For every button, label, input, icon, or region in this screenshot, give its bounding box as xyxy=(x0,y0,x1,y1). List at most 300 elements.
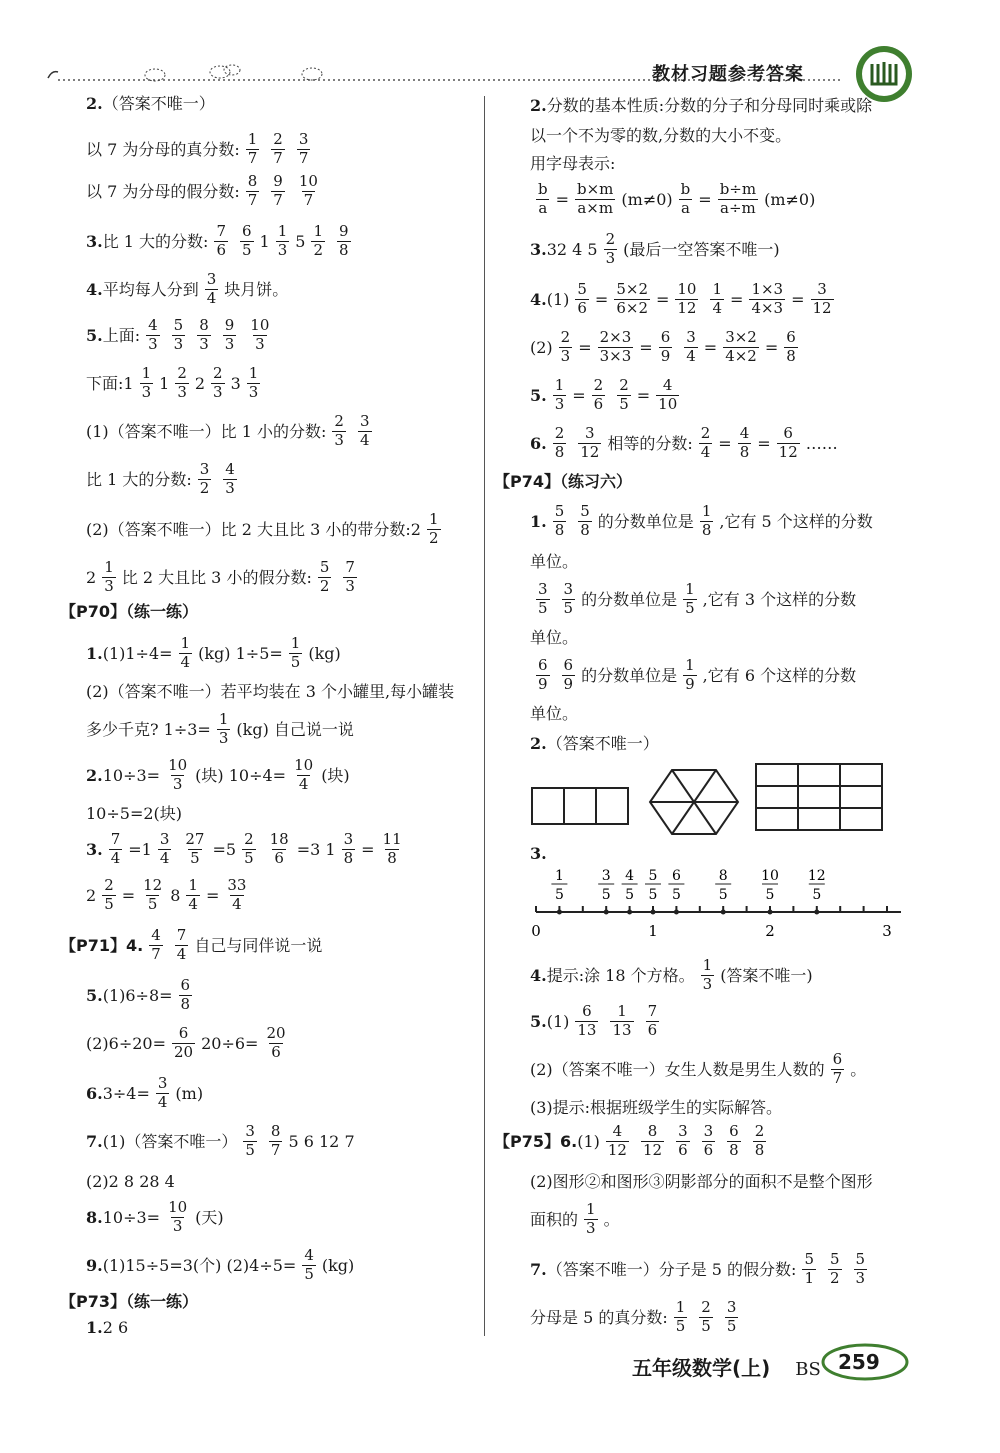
numerator: 6 xyxy=(563,656,574,674)
denominator: a×m xyxy=(577,198,614,217)
fraction xyxy=(342,832,356,867)
answer-text: 平均每人分到 xyxy=(102,279,199,299)
number-line-point-dot xyxy=(768,910,773,915)
denominator: 5 xyxy=(104,894,114,913)
answer-text: (3)提示:根据班级学生的实际解答。 xyxy=(530,1098,783,1117)
answer-text: = xyxy=(730,289,744,309)
numerator: 1 xyxy=(188,876,198,894)
answer-line xyxy=(86,132,316,167)
answer-line xyxy=(86,512,447,547)
answer-text: 32 4 5 xyxy=(546,239,598,259)
denominator: 8 xyxy=(554,442,565,461)
answer-text: (1)（答案不唯一）比 1 小的分数: xyxy=(86,421,327,441)
numerator: 6 xyxy=(538,656,548,674)
answer-text: (1)（答案不唯一） xyxy=(102,1131,238,1151)
answer-text: 10÷3= xyxy=(102,1207,161,1227)
denominator: 4 xyxy=(180,652,191,671)
fraction xyxy=(172,318,186,353)
answer-text: 5 6 12 7 xyxy=(288,1131,355,1151)
denominator: a xyxy=(681,198,690,217)
answer-line xyxy=(86,712,354,747)
denominator: 5 xyxy=(242,240,252,259)
numerator: 10 xyxy=(168,756,188,774)
numerator: 3×2 xyxy=(725,328,757,346)
denominator: 2 xyxy=(830,1268,840,1287)
fraction xyxy=(198,462,212,497)
answer-text: = xyxy=(594,289,609,309)
answer-text: 2. xyxy=(86,765,103,785)
denominator: 3 xyxy=(199,334,209,353)
answer-text: 2. xyxy=(530,734,547,753)
fraction xyxy=(553,378,567,413)
answer-text: 多少千克? 1÷3= xyxy=(86,719,211,739)
answer-text: 分数的基本性质:分数的分子和分母同时乘或除 xyxy=(546,96,873,115)
numerator: 1 xyxy=(586,1200,596,1218)
numerator: 12 xyxy=(143,876,163,894)
answer-line xyxy=(86,1172,175,1191)
fraction xyxy=(610,1004,633,1039)
numerator: 3 xyxy=(359,412,370,430)
denominator: 2 xyxy=(199,478,210,497)
fraction xyxy=(725,1300,739,1335)
answer-text: 20÷6= xyxy=(201,1033,259,1053)
number-line-point-dot xyxy=(627,910,632,915)
answer-line xyxy=(86,174,326,209)
answer-text: 1. xyxy=(530,511,547,531)
fraction xyxy=(811,282,834,317)
numerator: 1 xyxy=(141,364,152,382)
fraction xyxy=(831,1052,845,1087)
answer-line xyxy=(86,414,378,449)
denominator: 3 xyxy=(225,478,235,497)
fraction xyxy=(562,658,576,693)
numerator: 1 xyxy=(428,510,439,528)
numerator: 3 xyxy=(678,1122,688,1140)
answer-line xyxy=(530,734,659,753)
fraction xyxy=(749,282,785,317)
numerator: 1 xyxy=(290,634,301,652)
answer-line xyxy=(60,928,322,963)
footer-book-title xyxy=(632,1352,821,1381)
number-line-point-dot xyxy=(557,910,562,915)
numerator: 1 xyxy=(701,502,712,520)
denominator: 3 xyxy=(277,240,288,259)
answer-text: 面积的 xyxy=(530,1209,579,1229)
fraction xyxy=(214,224,228,259)
denominator: a÷m xyxy=(720,198,756,217)
denominator: 13 xyxy=(612,1020,632,1039)
answer-line xyxy=(86,878,254,913)
answer-text: 5. xyxy=(86,985,103,1005)
denominator: 7 xyxy=(247,148,258,167)
fraction xyxy=(536,658,550,693)
number-line-point-numerator: 10 xyxy=(761,868,779,884)
fraction xyxy=(584,1202,598,1237)
answer-text: 5. xyxy=(530,1011,547,1031)
answer-line xyxy=(86,1248,354,1283)
numerator: 3 xyxy=(703,1122,714,1140)
answer-text: = xyxy=(555,189,570,209)
denominator: 4 xyxy=(110,848,121,867)
numerator: 27 xyxy=(185,830,205,848)
fraction xyxy=(784,330,798,365)
denominator: 20 xyxy=(174,1042,194,1061)
answer-text: ,它有 3 个这样的分数 xyxy=(702,589,857,609)
fraction xyxy=(683,658,697,693)
numerator: 5 xyxy=(804,1250,814,1268)
section-heading: 【P70】（练一练） xyxy=(60,602,198,621)
denominator: 13 xyxy=(577,1020,597,1039)
answer-text: 1 xyxy=(159,373,170,393)
answer-line xyxy=(530,844,547,863)
answer-text: 10÷3= xyxy=(102,765,161,785)
answer-line xyxy=(530,426,838,461)
answer-line xyxy=(86,94,215,113)
denominator: 6 xyxy=(216,240,226,259)
numerator: 3 xyxy=(298,130,309,148)
answer-line xyxy=(86,272,288,307)
fraction xyxy=(172,1026,195,1061)
fraction xyxy=(575,282,589,317)
numerator: 3 xyxy=(157,1074,168,1092)
denominator: 1 xyxy=(804,1268,814,1287)
fraction xyxy=(292,758,315,793)
numerator: 1 xyxy=(554,376,565,394)
denominator: 3 xyxy=(334,430,344,449)
fraction xyxy=(727,1124,741,1159)
denominator: 3 xyxy=(560,346,571,365)
numerator: 6 xyxy=(582,1002,592,1020)
denominator: 5 xyxy=(619,394,629,413)
fraction xyxy=(318,560,332,595)
fraction xyxy=(828,1252,842,1287)
fraction-shapes-figure xyxy=(530,762,900,842)
fraction xyxy=(247,366,261,401)
fraction xyxy=(646,1004,660,1039)
fraction xyxy=(149,928,163,963)
answer-text: 3. xyxy=(530,239,547,259)
numerator: 1 xyxy=(712,280,723,298)
answer-text: 1 xyxy=(259,231,270,251)
answer-line xyxy=(530,126,791,145)
answer-text: (块) 10÷4= xyxy=(195,765,287,785)
fraction xyxy=(553,504,567,539)
answer-text: (块) xyxy=(321,765,350,785)
answer-text: =5 xyxy=(212,839,237,859)
fraction xyxy=(264,1026,287,1061)
footer-book: 五年级数学(上) xyxy=(632,1356,771,1380)
denominator: 10 xyxy=(658,394,678,413)
numerator: 3 xyxy=(245,1122,255,1140)
answer-text: = xyxy=(655,289,670,309)
number-line-point-denominator: 5 xyxy=(625,887,635,903)
numerator: 6 xyxy=(242,222,252,240)
right-column xyxy=(494,92,930,1342)
answer-text: 2 xyxy=(86,567,97,587)
fraction xyxy=(753,1124,767,1159)
denominator: 3 xyxy=(213,382,223,401)
answer-line xyxy=(494,472,632,491)
denominator: 4 xyxy=(159,848,170,867)
fraction xyxy=(562,582,576,617)
column-divider xyxy=(484,96,485,1336)
fraction xyxy=(598,330,634,365)
denominator: 4×3 xyxy=(751,298,784,317)
fraction xyxy=(614,282,650,317)
denominator: 5 xyxy=(190,848,200,867)
fraction xyxy=(536,182,550,217)
denominator: 3×3 xyxy=(599,346,632,365)
fraction xyxy=(659,330,673,365)
answer-line xyxy=(86,758,350,793)
number-line xyxy=(520,866,910,946)
fraction xyxy=(186,878,200,913)
fraction xyxy=(700,504,714,539)
answer-text: = xyxy=(205,885,220,905)
fraction xyxy=(246,132,260,167)
numerator: 1 xyxy=(675,1298,686,1316)
number-line-point-numerator: 12 xyxy=(807,868,826,884)
answer-text: 。 xyxy=(603,1209,620,1229)
answer-text: =1 xyxy=(128,839,152,859)
number-line-point-numerator: 6 xyxy=(671,868,681,884)
footer-edition: BS xyxy=(795,1359,821,1380)
answer-text: = xyxy=(578,337,592,357)
fraction xyxy=(183,832,206,867)
numerator: 3 xyxy=(538,580,548,598)
answer-text: 的分数单位是 xyxy=(597,511,694,531)
number-line-point-denominator: 5 xyxy=(765,887,775,903)
denominator: 8 xyxy=(729,1140,739,1159)
answer-text: 自己与同伴说一说 xyxy=(194,935,323,955)
answer-text: (kg) 1÷5= xyxy=(198,643,283,663)
denominator: 9 xyxy=(660,346,671,365)
numerator: 1 xyxy=(685,656,695,674)
numerator: 7 xyxy=(345,558,355,576)
answer-text: (2)6÷20= xyxy=(86,1033,167,1053)
numerator: 33 xyxy=(227,876,247,894)
answer-text: (2) xyxy=(530,337,553,357)
denominator: 6 xyxy=(703,1140,714,1159)
numerator: 3 xyxy=(726,1298,737,1316)
answer-line xyxy=(530,378,685,413)
answer-line xyxy=(530,704,578,723)
denominator: 8 xyxy=(343,848,354,867)
fraction xyxy=(606,1124,629,1159)
answer-text: = xyxy=(718,433,732,453)
answer-line xyxy=(530,330,804,365)
denominator: 5 xyxy=(726,1316,737,1335)
denominator: 7 xyxy=(270,1140,281,1159)
answer-text: （答案不唯一） xyxy=(546,734,659,753)
answer-line xyxy=(530,1172,873,1191)
answer-text: 1. xyxy=(86,1318,103,1337)
number-line-point-numerator: 4 xyxy=(625,868,635,884)
numerator: 2 xyxy=(701,1298,711,1316)
answer-text: 5 xyxy=(295,231,306,251)
denominator: 5 xyxy=(290,652,301,671)
fraction xyxy=(679,182,693,217)
answer-line xyxy=(86,804,182,823)
answer-line xyxy=(86,978,198,1013)
answer-text: 1. xyxy=(86,643,103,663)
answer-text: 以 7 为分母的假分数: xyxy=(86,181,240,201)
numerator: 6 xyxy=(178,1024,189,1042)
denominator: 8 xyxy=(180,994,191,1013)
fraction xyxy=(718,182,758,217)
numerator: 9 xyxy=(224,316,235,334)
fraction xyxy=(302,1248,316,1283)
numerator: 18 xyxy=(269,830,289,848)
numerator: 2 xyxy=(593,376,604,394)
answer-line xyxy=(494,1124,772,1159)
number-line-point-numerator: 5 xyxy=(648,868,658,884)
answer-text: 5. xyxy=(530,385,547,405)
answer-line xyxy=(86,462,243,497)
denominator: 3 xyxy=(248,382,259,401)
numerator: 5 xyxy=(580,502,590,520)
fraction xyxy=(102,878,116,913)
denominator: 5 xyxy=(538,598,548,617)
numerator: 6 xyxy=(783,424,793,442)
number-line-label: 3 xyxy=(882,922,892,940)
number-line-point-numerator: 3 xyxy=(601,868,611,884)
numerator: 4 xyxy=(612,1122,623,1140)
denominator: 7 xyxy=(151,944,161,963)
answer-line xyxy=(530,182,815,217)
answer-text: (m≠0) xyxy=(764,189,816,209)
denominator: 3 xyxy=(255,334,265,353)
denominator: 7 xyxy=(273,148,283,167)
fraction xyxy=(676,1124,690,1159)
answer-text: （答案不唯一）分子是 5 的假分数: xyxy=(546,1259,797,1279)
answer-text: （答案不唯一） xyxy=(102,94,215,113)
fraction xyxy=(536,582,550,617)
answer-text: 的分数单位是 xyxy=(581,589,678,609)
denominator: 3 xyxy=(141,382,152,401)
numerator: 3 xyxy=(343,830,354,848)
denominator: 12 xyxy=(580,442,600,461)
denominator: 4 xyxy=(700,442,711,461)
answer-text: 6. xyxy=(530,433,547,453)
answer-line xyxy=(530,628,578,647)
number-line-label: 0 xyxy=(531,922,541,940)
fraction xyxy=(158,832,172,867)
denominator: 6×2 xyxy=(616,298,648,317)
number-line-point-denominator: 5 xyxy=(601,887,611,903)
numerator: 6 xyxy=(786,328,796,346)
answer-text: 3 xyxy=(230,373,241,393)
denominator: 8 xyxy=(701,520,712,539)
numerator: 7 xyxy=(647,1002,658,1020)
fraction xyxy=(337,224,351,259)
page-number: 259 xyxy=(838,1350,880,1374)
denominator: 6 xyxy=(274,848,284,867)
denominator: 9 xyxy=(685,674,695,693)
numerator: 10 xyxy=(168,1198,188,1216)
answer-text: (2)2 8 28 4 xyxy=(86,1172,175,1191)
denominator: 3 xyxy=(586,1218,596,1237)
answer-text: (1)1÷4= xyxy=(102,643,173,663)
answer-text: 3÷4= xyxy=(102,1083,150,1103)
answer-text: = xyxy=(791,289,805,309)
answer-text: 的分数单位是 xyxy=(581,665,678,685)
fraction xyxy=(427,512,441,547)
fraction xyxy=(205,272,219,307)
number-line-point-dot xyxy=(721,910,726,915)
denominator: 6 xyxy=(647,1020,658,1039)
answer-text: ,它有 5 个这样的分数 xyxy=(719,511,873,531)
denominator: 8 xyxy=(580,520,590,539)
answer-line xyxy=(530,582,856,617)
fraction xyxy=(240,224,254,259)
numerator: 2 xyxy=(554,424,565,442)
fraction xyxy=(197,318,211,353)
fraction xyxy=(242,832,256,867)
denominator: 3 xyxy=(172,1216,183,1235)
fraction xyxy=(166,1200,189,1235)
denominator: 4 xyxy=(176,944,187,963)
answer-text: (kg) 自己说一说 xyxy=(236,719,354,739)
fraction xyxy=(332,414,346,449)
section-heading: 【P75】6. xyxy=(494,1131,578,1151)
answer-line xyxy=(86,832,410,867)
denominator: 12 xyxy=(812,298,832,317)
numerator: 1 xyxy=(247,130,258,148)
denominator: 3 xyxy=(224,334,235,353)
numerator: 20 xyxy=(266,1024,286,1042)
numerator: 10 xyxy=(294,756,314,774)
denominator: 9 xyxy=(538,674,548,693)
fraction xyxy=(140,366,154,401)
numerator: 5 xyxy=(855,1250,866,1268)
fraction xyxy=(777,426,800,461)
number-line-point-dot xyxy=(651,910,656,915)
answer-line xyxy=(530,154,615,173)
denominator: 8 xyxy=(554,520,565,539)
fraction xyxy=(575,182,615,217)
header-title: 教材习题参考答案 xyxy=(652,64,804,85)
answer-text: 提示:涂 18 个方格。 xyxy=(546,965,695,985)
numerator: 2 xyxy=(334,412,344,430)
answer-line xyxy=(530,232,780,267)
denominator: 3 xyxy=(855,1268,866,1287)
answer-text: (最后一空答案不唯一) xyxy=(623,239,780,259)
answer-text: 2 xyxy=(86,885,97,905)
denominator: 5 xyxy=(701,1316,711,1335)
answer-text: (2)（答案不唯一）比 2 大且比 3 小的带分数:2 xyxy=(86,519,421,539)
fraction xyxy=(617,378,631,413)
answer-line xyxy=(86,1026,294,1061)
fraction xyxy=(102,560,116,595)
numerator: 4 xyxy=(304,1246,314,1264)
answer-text: 以 7 为分母的真分数: xyxy=(86,139,240,159)
fraction xyxy=(358,414,372,449)
answer-line xyxy=(530,1004,665,1039)
answer-line xyxy=(60,602,198,621)
answer-line xyxy=(86,682,454,701)
denominator: 3 xyxy=(345,576,355,595)
denominator: 3 xyxy=(702,974,713,993)
denominator: 2 xyxy=(428,528,439,547)
denominator: 6 xyxy=(678,1140,688,1159)
fraction xyxy=(699,426,713,461)
answer-text: 2. xyxy=(530,96,547,115)
fraction xyxy=(276,224,290,259)
denominator: 8 xyxy=(387,848,397,867)
denominator: 7 xyxy=(303,190,314,209)
number-line-point-dot xyxy=(604,910,609,915)
